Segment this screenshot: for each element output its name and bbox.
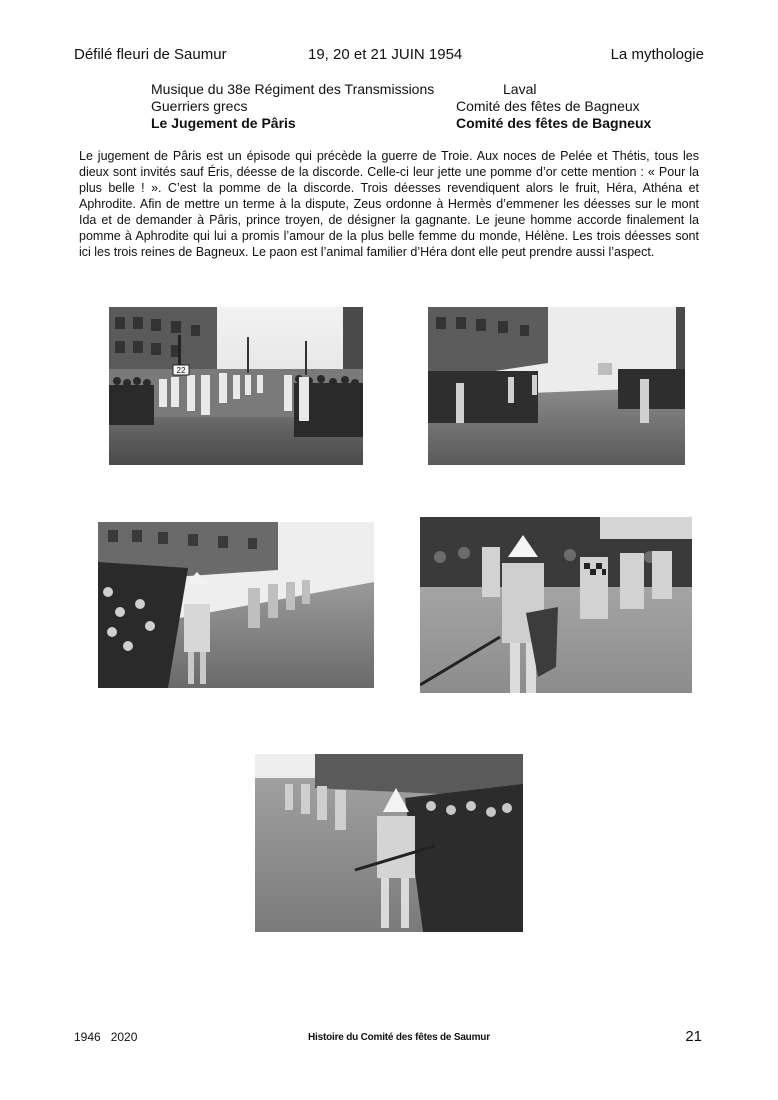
program-origin-1: Laval	[503, 81, 537, 97]
program-item-2: Guerriers grecs	[151, 98, 248, 114]
footer-years: 1946 2020	[74, 1030, 138, 1044]
intro-paragraph: Le jugement de Pâris est un épisode qui précède la guerre de Troie. Aux noces de Pelée et Thétis, tous les dieux sont invités sauf Éris, déesse de la discorde. Celle-ci leur jette une pomme d’or cette mention : « Pour la plus belle ! ». C’est la pomme de la discorde. Trois déesses revendiquent alors le fruit, Héra, Athéna et Aphrodite. Afin de mettre un terme à la dispute, Zeus ordonne à Hermès d’emmener les déesses sur le mont Ida et de demander à Pâris, prince troyen, de désigner la gagnante. Le jeune homme accorde finalement la pomme à Aphrodite qui lui a promis l’amour de la plus belle femme du monde, Hélène. Les trois déesses sont ici les trois reines de Bagneux. Le paon est l’animal familier d’Héra dont elle peut prendre aussi l’aspect.	[79, 149, 699, 259]
photo-goddesses-street	[428, 307, 685, 465]
intro-text	[79, 148, 699, 260]
program-origin-3: Comité des fêtes de Bagneux	[456, 115, 652, 131]
program-origin-2: Comité des fêtes de Bagneux	[456, 98, 640, 114]
program-item-1: Musique du 38e Régiment des Transmissions	[151, 81, 435, 97]
header-theme: La mythologie	[610, 46, 704, 63]
photo-goddess-shield	[420, 517, 692, 693]
band-sign-number: 22	[176, 366, 186, 375]
photo-band-parade	[109, 307, 363, 465]
header-event-title: Défilé fleuri de Saumur	[74, 46, 227, 63]
photo-goddesses-crowd	[98, 522, 374, 688]
page-number: 21	[685, 1028, 702, 1045]
program-item-3: Le Jugement de Pâris	[151, 115, 296, 131]
footer-book-title: Histoire du Comité des fêtes de Saumur	[308, 1032, 490, 1043]
header-dates: 19, 20 et 21 JUIN 1954	[308, 46, 463, 63]
photo-goddess-procession	[255, 754, 523, 932]
